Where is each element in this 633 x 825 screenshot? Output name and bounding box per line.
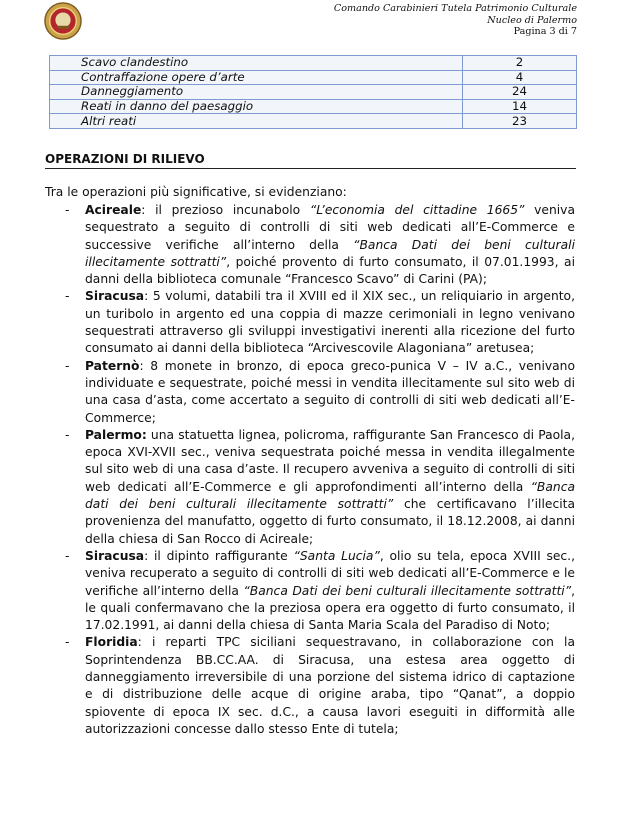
page-number: Pagina 3 di 7 [513,26,577,37]
offense-count: 24 [463,85,577,100]
offense-count: 14 [463,99,577,114]
carabinieri-emblem-icon [44,2,82,40]
offense-count: 4 [463,70,577,85]
quoted-title: “L’economia del cittadine 1665” [309,203,525,217]
operation-city: Siracusa [85,289,145,304]
bullet-dash: - [65,289,70,304]
bullet-dash: - [65,635,70,650]
list-item [45,202,575,288]
table-row [50,70,577,85]
section-title: OPERAZIONI DI RILIEVO [45,152,576,169]
operation-text: , olio su tela, epoca XVIII sec., veniva recuperato a seguito di controlli di siti web dedicati all’E-Commerce e le verifiche all’interno della [85,548,576,598]
list-item [45,427,575,548]
list-item [45,288,575,357]
quoted-title: “Banca Dati dei beni culturali illecitamente sottratti” [243,583,572,598]
table-row [50,56,577,71]
operation-text: , poiché provento di furto consumato, il 07.01.1993, ai danni della biblioteca comunale “Francesco Scavo” di Carini (PA); [85,254,575,287]
operation-text: : il dipinto raffigurante [144,548,294,563]
quoted-title: “Santa Lucia” [293,548,380,563]
operation-text: , le quali confermavano che la preziosa opera era oggetto di furto consumato, il 17.02.1991, ai danni della chiesa di Santa Maria Scala del Paradiso di Noto; [85,583,575,633]
header-command: Comando Carabinieri Tutela Patrimonio Culturale [333,3,577,14]
bullet-dash: - [65,548,70,563]
list-item [45,634,575,738]
table-row [50,99,577,114]
quoted-title: “Banca dati dei beni culturali illecitamente sottratti” [85,479,575,512]
bullet-dash: - [65,358,70,373]
operation-text: veniva sequestrato a seguito di controlli di siti web dedicati all’E-Commerce e successive verifiche all’interno della [85,203,575,252]
operation-city: Siracusa [85,548,145,563]
page-header [334,3,577,38]
list-item [45,358,575,427]
operation-city: Acireale [85,203,142,217]
offense-label: Reati in danno del paesaggio [50,99,463,114]
operation-text: : il prezioso incunabolo [141,203,310,217]
offense-label: Contraffazione opere d’arte [50,70,463,85]
table-row [50,114,577,129]
quoted-title: “Banca Dati dei beni culturali illecitamente sottratti” [85,237,575,269]
operation-city: Palermo: [85,427,147,442]
operation-city: Floridia [85,635,138,650]
offense-label: Danneggiamento [50,85,463,100]
operation-city: Paternò [85,358,140,373]
intro-text: Tra le operazioni più significative, si evidenziano: [45,185,347,199]
offense-count: 2 [463,56,577,71]
operation-text: : 5 volumi, databili tra il XVIII ed il XIX sec., un reliquiario in argento, un turibolo in argento ed una coppia di mazze cerimoniali in legno venivano sequestrati attraverso gli sviluppi investigativi inerenti alla ricezione del furto consumato ai danni della biblioteca “Arcivescovile Alagoniana” aretusea; [85,289,575,356]
header-unit: Nucleo di Palermo [487,14,577,26]
offenses-table [49,55,577,129]
table-row [50,85,577,100]
list-item [45,548,575,634]
operation-text: che certificavano l’illecita provenienza del manufatto, oggetto di furto consumato, il 18.12.2008, ai danni della chiesa di San Rocco di Acireale; [85,497,575,546]
bullet-dash: - [65,203,70,217]
offense-label: Altri reati [50,114,463,129]
offense-count: 23 [463,114,577,129]
operation-text: : 8 monete in bronzo, di epoca greco-punica V – IV a.C., venivano individuate e sequestrate, poiché messi in vendita illecitamente sul sito web di una casa d’asta, come accertato a seguito di controlli di siti web dedicati all’E-Commerce; [85,358,575,425]
offense-label: Scavo clandestino [50,56,463,71]
operations-list [45,202,575,738]
operation-text: una statuetta lignea, policroma, raffigurante San Francesco di Paola, epoca XVI-XVII sec., veniva sequestrata poiché messa in vendita illegalmente sul sito web di una casa d’aste. Il recupero avveniva a seguito di controlli di siti web dedicati all’E-Commerce e gli approfondimenti all’interno della [85,427,575,494]
operation-text: : i reparti TPC siciliani sequestravano, in collaborazione con la Soprintendenza BB.CC.AA. di Siracusa, una estesa area oggetto di danneggiamento irreversibile di una porzione del sistema idrico di captazione e di distribuzione delle acque di origine araba, tipo “Qanat”, a doppio spiovente di epoca IX sec. d.C., a causa lavori eseguiti in difformità alle autorizzazioni concesse dallo stesso Ente di tutela; [85,635,575,736]
bullet-dash: - [65,427,70,442]
